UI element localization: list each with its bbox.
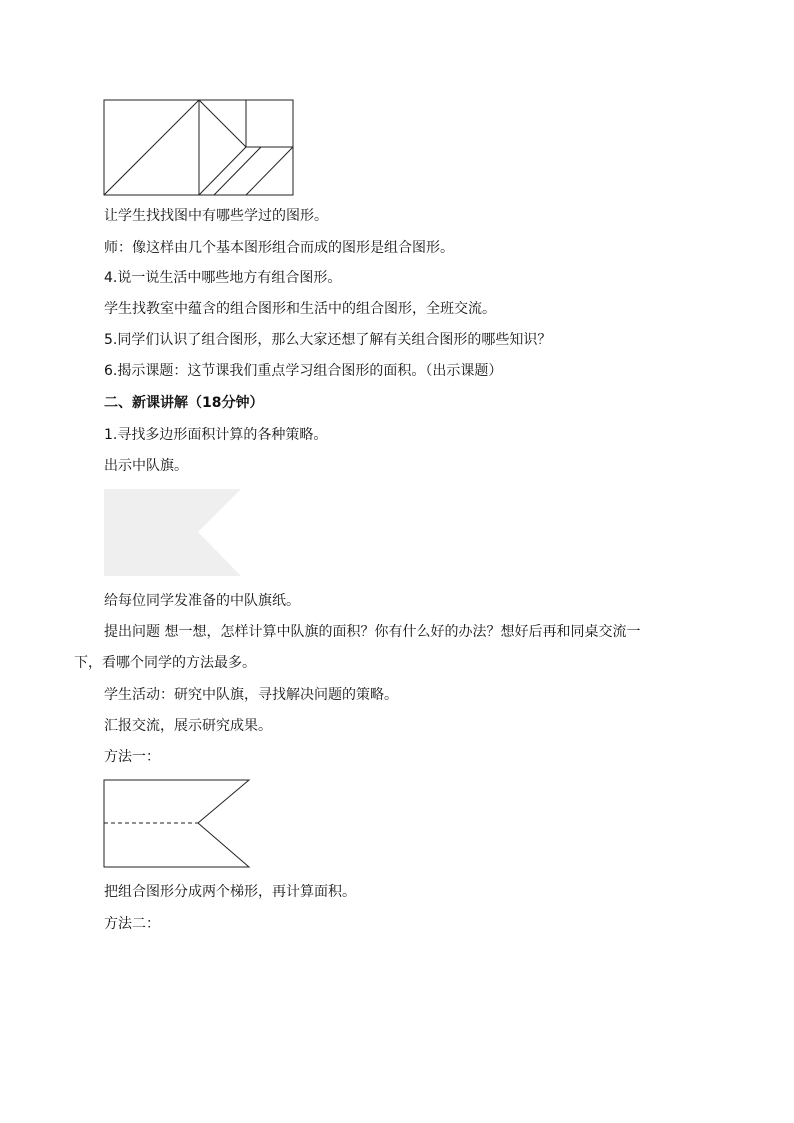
text-line-5: 5.同学们认识了组合图形，那么大家还想了解有关组合图形的哪些知识？ [104, 332, 552, 348]
text-line-2: 师：像这样由几个基本图形组合而成的图形是组合图形。 [104, 240, 454, 256]
text-line-8: 1.寻找多边形面积计算的各种策略。 [104, 427, 328, 443]
text-line-9: 出示中队旗。 [104, 458, 188, 474]
flag-figure-method-one [103, 779, 252, 869]
text-line-3: 4.说一说生活中哪些地方有组合图形。 [104, 270, 342, 286]
text-line-13: 学生活动：研究中队旗，寻找解决问题的策略。 [104, 687, 398, 703]
text-line-10: 给每位同学发准备的中队旗纸。 [104, 593, 300, 609]
text-line-17: 方法二： [104, 916, 160, 932]
text-line-6: 6.揭示课题：这节课我们重点学习组合图形的面积。（出示课题） [104, 363, 503, 379]
composite-figure [103, 99, 295, 197]
text-line-12: 下，看哪个同学的方法最多。 [74, 655, 256, 671]
text-line-16: 把组合图形分成两个梯形，再计算面积。 [104, 884, 356, 900]
text-line-4: 学生找教室中蕴含的组合图形和生活中的组合图形，全班交流。 [104, 301, 496, 317]
text-line-11: 提出问题 想一想，怎样计算中队旗的面积？你有什么好的办法？想好后再和同桌交流一 [104, 624, 641, 640]
text-line-1: 让学生找找图中有哪些学过的图形。 [104, 208, 328, 224]
section-heading: 二、新课讲解（18分钟） [104, 395, 264, 411]
text-line-15: 方法一： [104, 749, 160, 765]
text-line-14: 汇报交流，展示研究成果。 [104, 718, 272, 734]
flag-figure-shaded [104, 489, 241, 576]
